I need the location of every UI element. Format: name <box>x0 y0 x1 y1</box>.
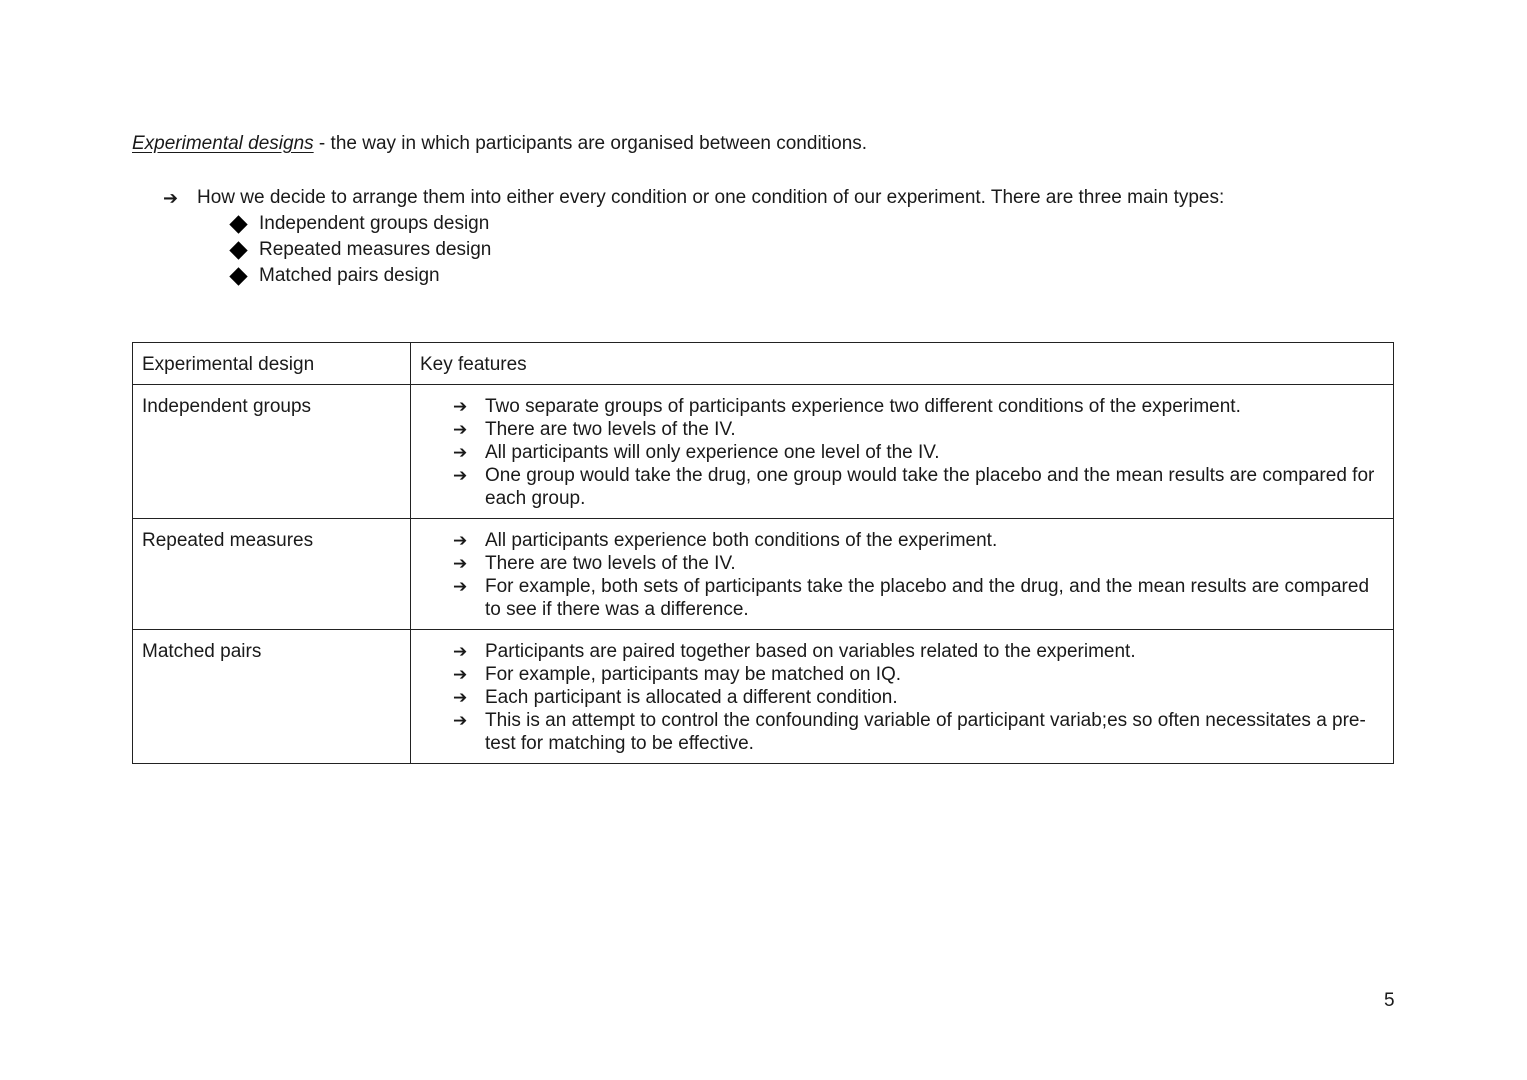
table-row <box>133 385 1394 519</box>
feature-text: Two separate groups of participants experience two different conditions of the experiment. <box>485 396 1241 417</box>
table-header-row <box>133 343 1394 385</box>
arrow-right-icon: ➔ <box>453 554 468 573</box>
list-item <box>453 552 1384 575</box>
feature-text: For example, both sets of participants take the placebo and the drug, and the mean results are compared to see if there was a difference. <box>485 576 1370 620</box>
feature-text: Each participant is allocated a different condition. <box>485 687 898 708</box>
feature-text: Participants are paired together based on variables related to the experiment. <box>485 641 1136 662</box>
arrow-right-icon: ➔ <box>453 466 468 485</box>
design-cell: Matched pairs <box>133 630 411 764</box>
list-item <box>453 663 1384 686</box>
header-experimental-design: Experimental design <box>133 343 411 385</box>
experimental-designs-table <box>132 342 1394 764</box>
list-item <box>229 237 1224 263</box>
design-type-label: Repeated measures design <box>259 239 492 260</box>
arrow-right-icon: ➔ <box>453 642 468 661</box>
arrow-right-icon: ➔ <box>453 420 468 439</box>
arrow-right-icon: ➔ <box>453 397 468 416</box>
feature-list <box>420 640 1384 755</box>
list-item <box>453 709 1384 755</box>
header-key-features: Key features <box>411 343 1394 385</box>
arrow-right-icon: ➔ <box>453 688 468 707</box>
list-item <box>453 464 1384 510</box>
feature-text: This is an attempt to control the confounding variable of participant variab;es so often necessitates a pre-test for matching to be effective. <box>485 710 1366 754</box>
feature-list <box>420 529 1384 621</box>
feature-text: One group would take the drug, one group would take the placebo and the mean results are compared for each group. <box>485 465 1375 509</box>
diamond-bullet-icon <box>229 241 247 259</box>
feature-list <box>420 395 1384 510</box>
page-number: 5 <box>1384 990 1395 1011</box>
list-item <box>229 211 1224 237</box>
feature-text: All participants will only experience one level of the IV. <box>485 442 940 463</box>
arrow-right-icon: ➔ <box>163 188 179 208</box>
arrow-right-icon: ➔ <box>453 531 468 550</box>
design-type-label: Matched pairs design <box>259 265 440 286</box>
list-item <box>453 418 1384 441</box>
arrow-right-icon: ➔ <box>453 577 468 596</box>
features-cell <box>411 385 1394 519</box>
feature-text: All participants experience both conditions of the experiment. <box>485 530 998 551</box>
design-types-list <box>163 211 1224 289</box>
diamond-bullet-icon <box>229 215 247 233</box>
arrow-right-icon: ➔ <box>453 711 468 730</box>
heading-definition: - the way in which participants are organised between conditions. <box>313 133 868 154</box>
table-row <box>133 519 1394 630</box>
section-heading <box>132 132 867 156</box>
design-type-label: Independent groups design <box>259 213 490 234</box>
feature-text: There are two levels of the IV. <box>485 419 736 440</box>
list-item <box>453 529 1384 552</box>
heading-term: Experimental designs <box>132 133 314 154</box>
feature-text: For example, participants may be matched on IQ. <box>485 664 902 685</box>
list-item <box>453 575 1384 621</box>
list-item <box>453 640 1384 663</box>
design-cell: Independent groups <box>133 385 411 519</box>
features-cell <box>411 519 1394 630</box>
list-item <box>453 395 1384 418</box>
list-item <box>229 263 1224 289</box>
diamond-bullet-icon <box>229 267 247 285</box>
intro-text: How we decide to arrange them into either every condition or one condition of our experiment. There are three main types: <box>197 187 1225 208</box>
table-row <box>133 630 1394 764</box>
design-cell: Repeated measures <box>133 519 411 630</box>
arrow-right-icon: ➔ <box>453 443 468 462</box>
intro-block <box>163 185 1224 289</box>
features-cell <box>411 630 1394 764</box>
list-item <box>453 686 1384 709</box>
list-item <box>453 441 1384 464</box>
feature-text: There are two levels of the IV. <box>485 553 736 574</box>
arrow-right-icon: ➔ <box>453 665 468 684</box>
intro-bullet <box>163 185 1224 211</box>
